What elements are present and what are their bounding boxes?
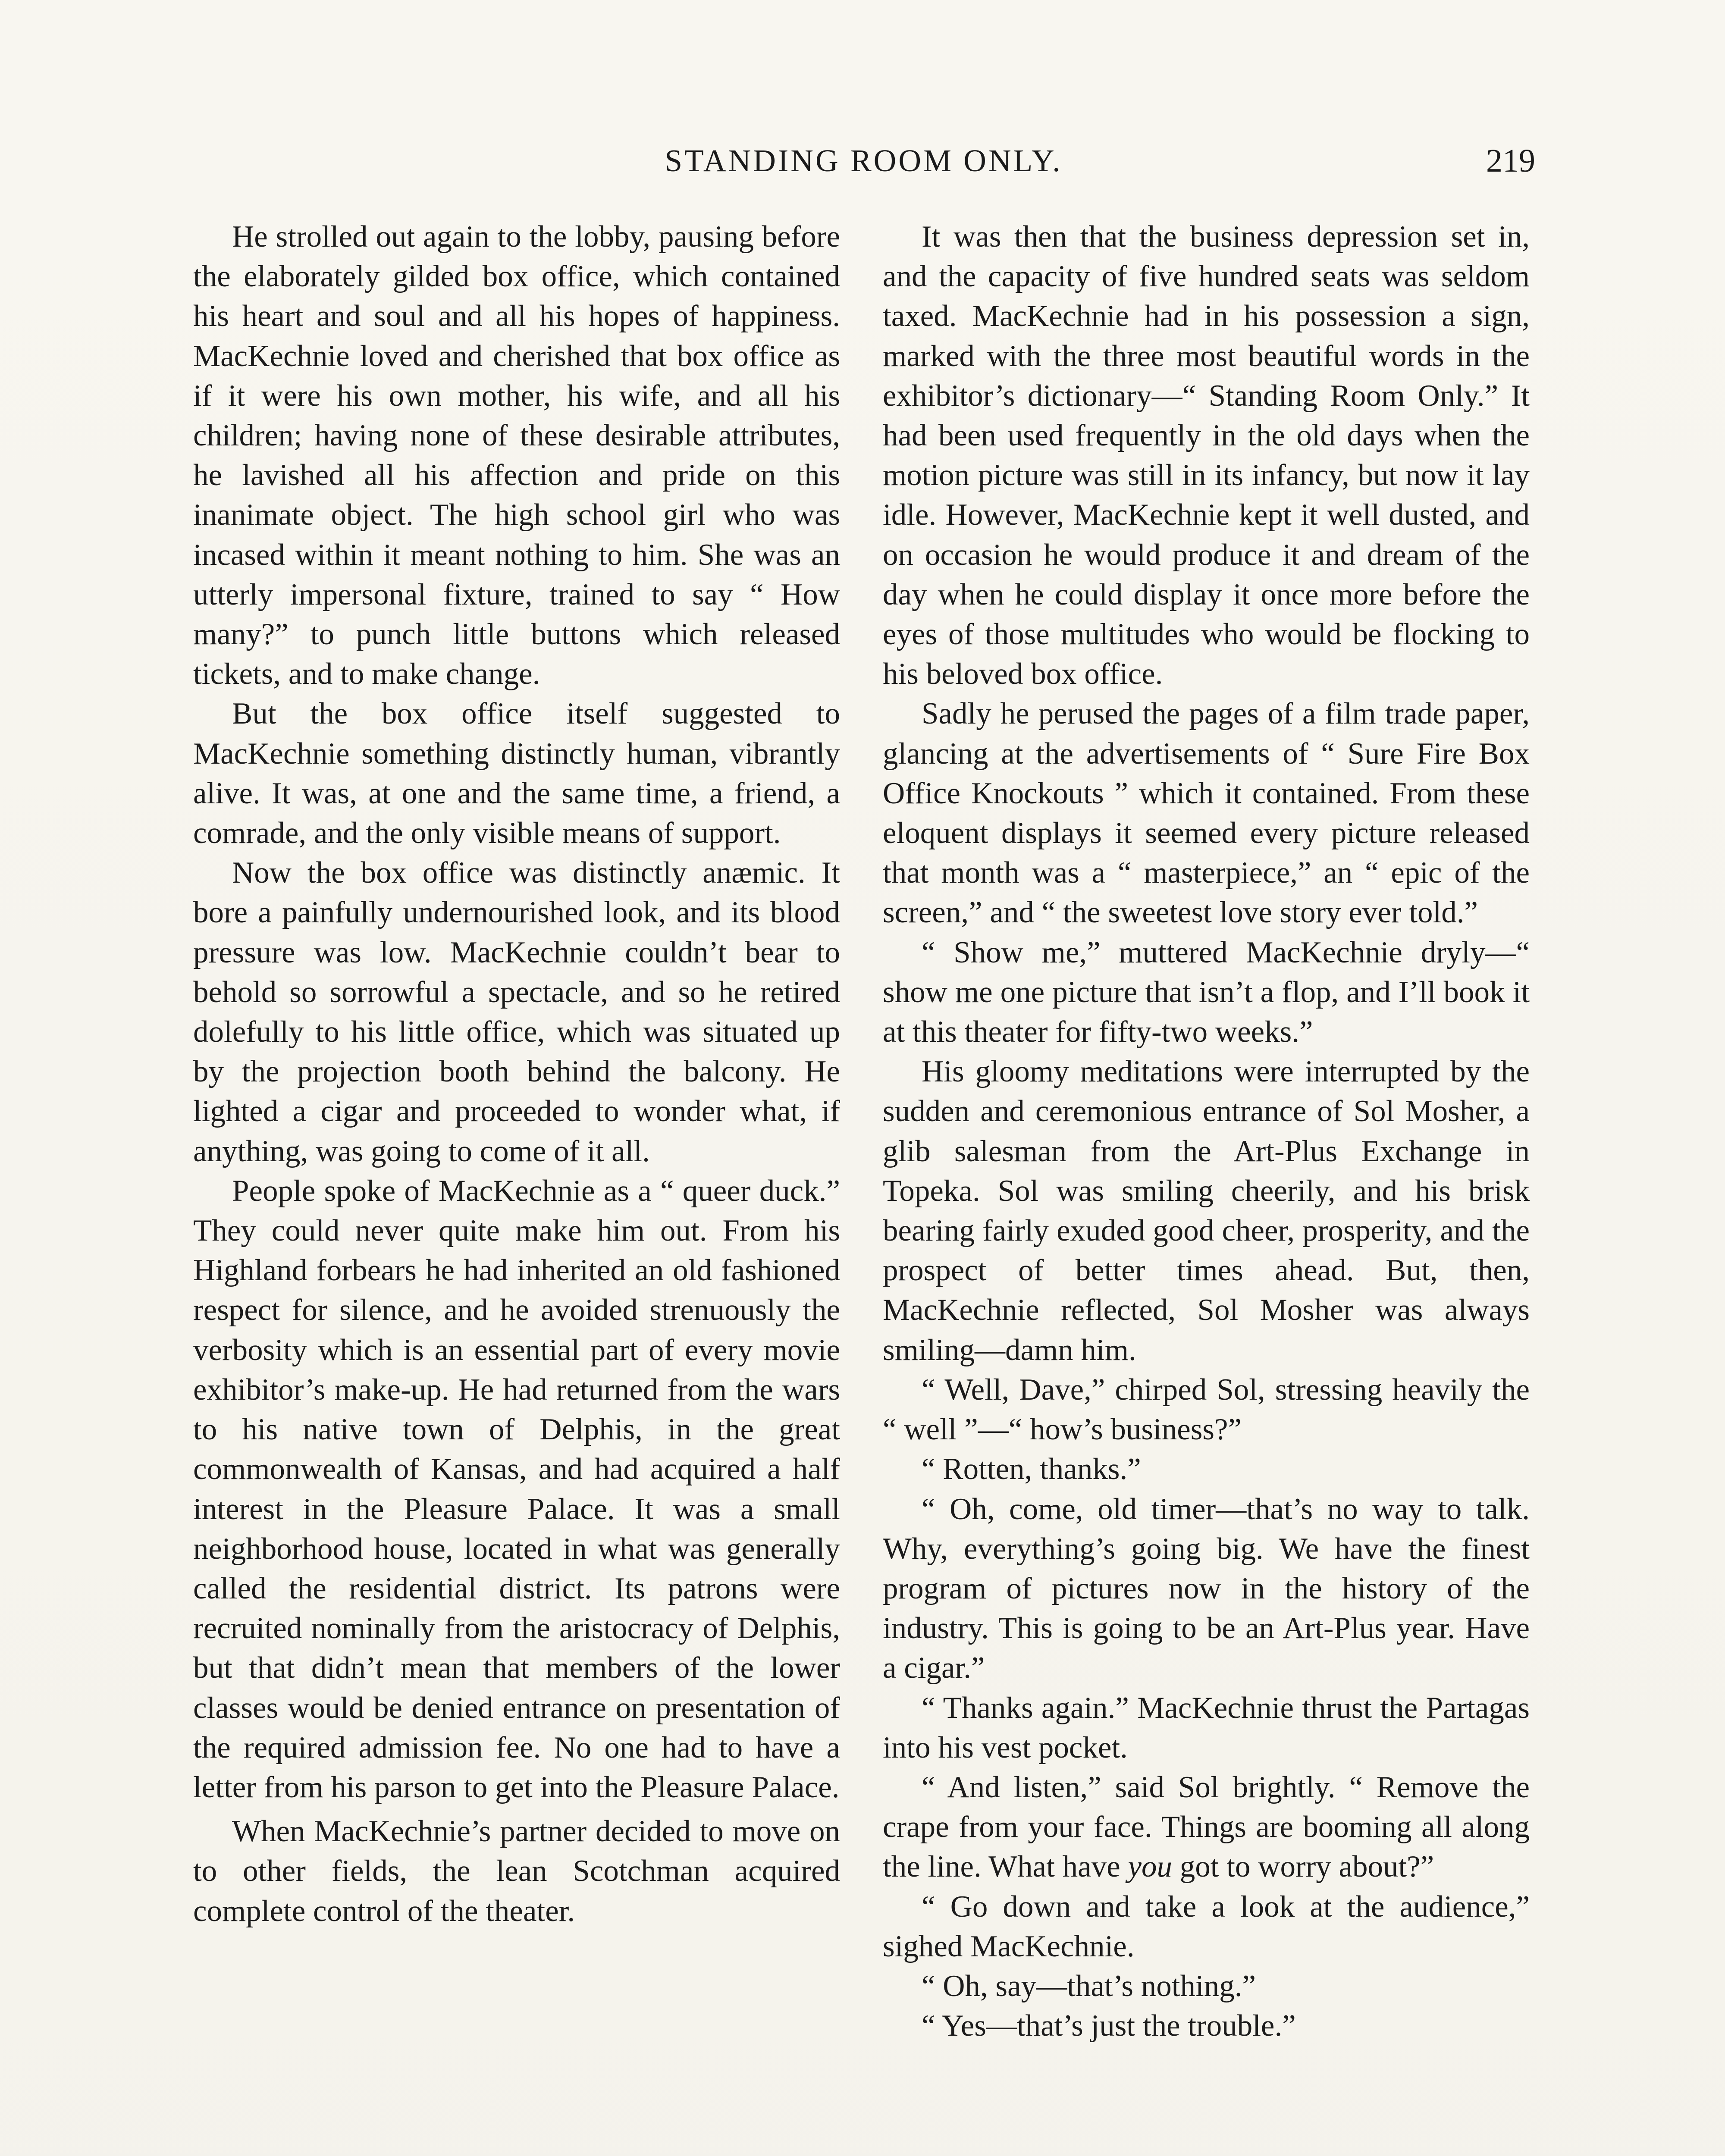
paragraph: Sadly he perused the pages of a film trade paper, glancing at the advertisements of “ Sure Fire Box Office Knockouts ” which it contained. From these eloquent displays it seemed every picture released that month was a “ masterpiece,” an “ epic of the screen,” and “ the sweetest love story ever told.” [883, 697, 1530, 930]
paragraph: But the box office itself suggested to MacKechnie something distinctly human, vibrantly alive. It was, at one and the same time, a friend, a comrade, and the only visible means of support. [193, 697, 840, 850]
left-column [193, 217, 840, 2156]
paragraph: It was then that the business depression set in, and the capacity of five hundred seats was seldom taxed. MacKechnie had in his possession a sign, marked with the three most beautiful words in the exhibitor’s dictionary—“ Standing Room Only.” It had been used frequently in the old days when the motion picture was still in its infancy, but now it lay idle. However, MacKechnie kept it well dusted, and on occasion he would produce it and dream of the day when he could display it once more before the eyes of those multitudes who would be flocking to his beloved box office. [883, 220, 1530, 691]
running-head [192, 137, 1535, 185]
paragraph: “ Show me,” muttered MacKechnie dryly—“ show me one picture that isn’t a flop, and I’ll book it at this theater for fifty-two weeks.” [883, 935, 1530, 1049]
paragraph [883, 1767, 1530, 1887]
page-number: 219 [1486, 143, 1535, 179]
paragraph: “ Well, Dave,” chirped Sol, stressing heavily the “ well ”—“ how’s business?” [883, 1373, 1530, 1447]
paragraph: He strolled out again to the lobby, pausing before the elaborately gilded box office, which contained his heart and soul and all his hopes of happiness. MacKechnie loved and cherished that box office as if it were his own mother, his wife, and all his children; having none of these desirable attributes, he lavished all his affection and pride on this inanimate object. The high school girl who was incased within it meant nothing to him. She was an utterly impersonal fixture, trained to say “ How many?” to punch little buttons which released tickets, and to make change. [193, 220, 840, 691]
emphasized-word: you [1128, 1850, 1172, 1884]
right-column [883, 217, 1530, 2156]
paragraph: Now the box office was distinctly anæmic. It bore a painfully undernourished look, and its blood pressure was low. MacKechnie couldn’t bear to behold so sorrowful a spectacle, and so he retired dolefully to his little office, which was situated up by the projection booth behind the balcony. He lighted a cigar and proceeded to wonder what, if anything, was going to come of it all. [193, 856, 840, 1168]
paragraph: “ Oh, come, old timer—that’s no way to talk. Why, everything’s going big. We have the finest program of pictures now in the history of the industry. This is going to be an Art-Plus year. Have a cigar.” [883, 1492, 1530, 1685]
paragraph: “ Go down and take a look at the audience,” sighed MacKechnie. [883, 1890, 1530, 1963]
paragraph: People spoke of MacKechnie as a “ queer duck.” They could never quite make him out. From his Highland forbears he had inherited an old fashioned respect for silence, and he avoided strenuously the verbosity which is an essential part of every movie exhibitor’s make-up. He had returned from the wars to his native town of Delphis, in the great commonwealth of Kansas, and had acquired a half interest in the Pleasure Palace. It was a small neighborhood house, located in what was generally called the residential district. Its patrons were recruited nominally from the aristocracy of Delphis, but that didn’t mean that members of the lower classes would be denied entrance on presentation of the required admission fee. No one had to have a letter from his parson to get into the Pleasure Palace. [193, 1174, 840, 1804]
paragraph: “ Thanks again.” MacKechnie thrust the Partagas into his vest pocket. [883, 1691, 1530, 1764]
running-title: STANDING ROOM ONLY. [665, 143, 1063, 178]
paragraph: “ Rotten, thanks.” [922, 1452, 1141, 1486]
paragraph-text: got to worry about?” [1172, 1850, 1434, 1884]
paragraph: “ Oh, say—that’s nothing.” [922, 1969, 1256, 2003]
paragraph: His gloomy meditations were interrupted by the sudden and ceremonious entrance of Sol Mosher, a glib salesman from the Art-Plus Exchange in Topeka. Sol was smiling cheerily, and his brisk bearing fairly exuded good cheer, prosperity, and the prospect of better times ahead. But, then, MacKechnie reflected, Sol Mosher was always smiling—damn him. [883, 1055, 1530, 1367]
paragraph: “ Yes—that’s just the trouble.” [922, 2009, 1296, 2043]
paragraph-text: “ And listen,” said Sol brightly. “ Remove the crape from your face. Things are booming all along the line. What have [883, 1770, 1530, 1884]
paragraph: When MacKechnie’s partner decided to move on to other fields, the lean Scotchman acquired complete control of the theater. [193, 1814, 840, 1928]
